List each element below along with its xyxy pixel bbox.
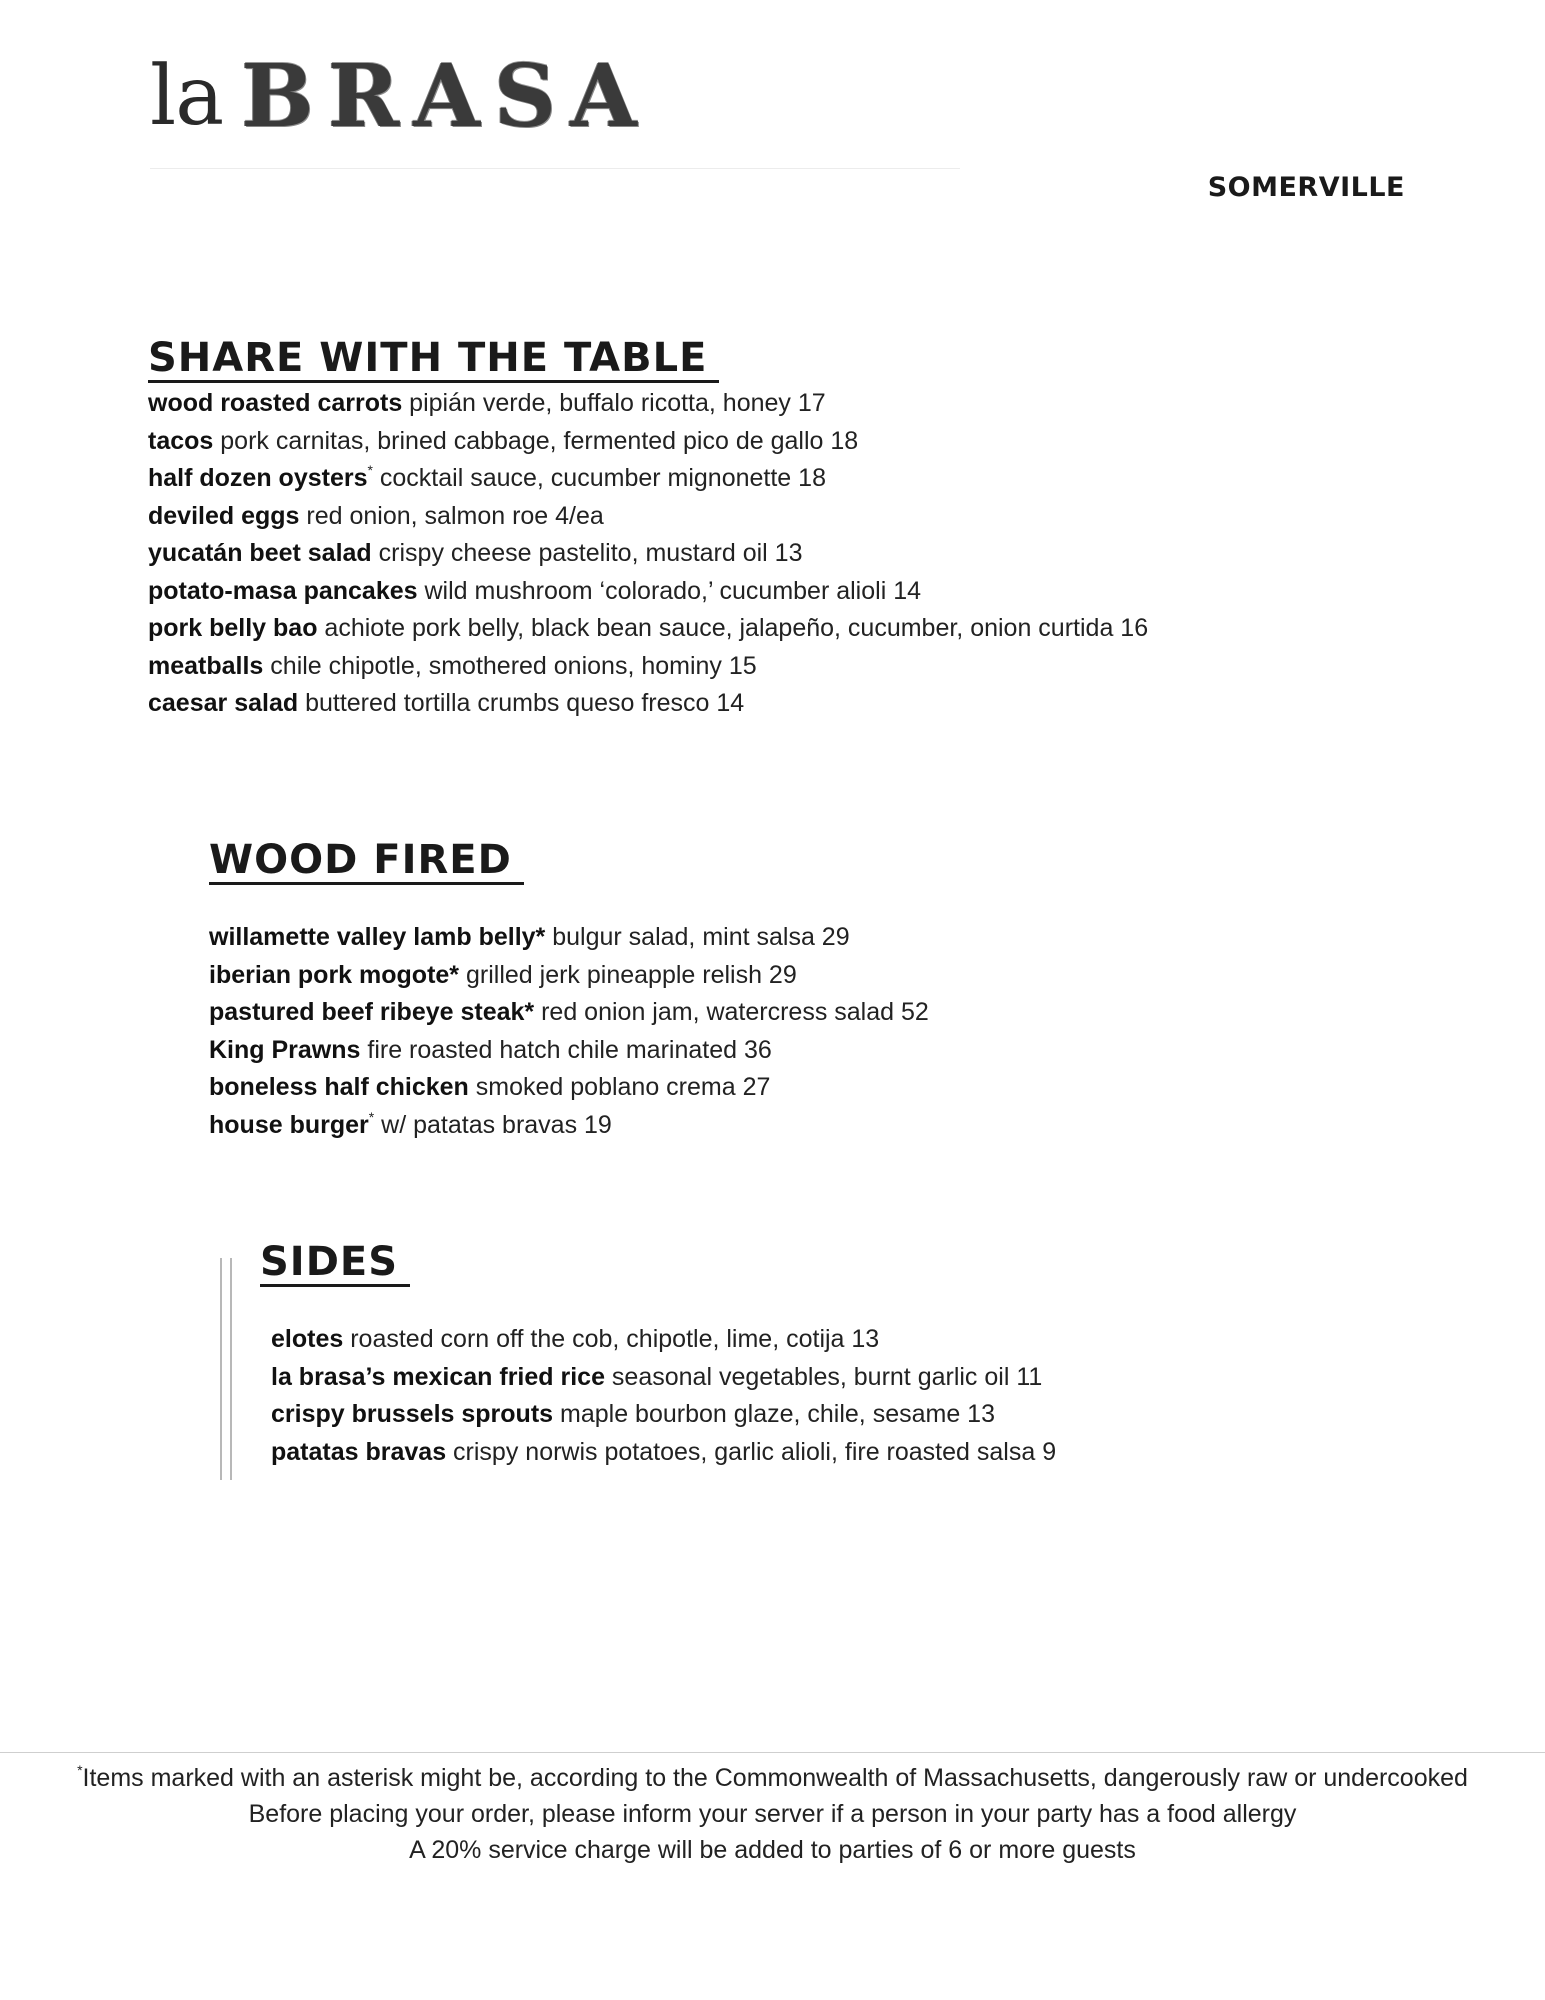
menu-item bbox=[271, 1434, 1056, 1472]
menu-item bbox=[209, 1107, 929, 1145]
item-name: meatballs bbox=[148, 651, 264, 680]
footer-divider bbox=[0, 1752, 1545, 1753]
item-name: wood roasted carrots bbox=[148, 389, 403, 417]
item-name: King Prawns bbox=[209, 1035, 361, 1064]
section-share-with-the-table bbox=[148, 336, 1148, 723]
asterisk-mark: * bbox=[77, 1762, 83, 1778]
asterisk-mark: * bbox=[368, 1108, 375, 1125]
item-desc: smoked poblano crema 27 bbox=[468, 1073, 771, 1101]
logo-divider bbox=[150, 168, 960, 169]
item-name: caesar salad bbox=[148, 689, 299, 717]
footer-notes bbox=[0, 1760, 1545, 1868]
item-name: crispy brussels sprouts bbox=[271, 1400, 554, 1428]
menu-item bbox=[209, 957, 929, 995]
section-title: SHARE WITH THE TABLE bbox=[148, 336, 719, 383]
item-name: pork belly bao bbox=[148, 614, 318, 642]
menu-item bbox=[209, 994, 929, 1032]
menu-item bbox=[271, 1359, 1056, 1397]
menu-item-list bbox=[209, 919, 929, 1144]
sides-double-rule bbox=[220, 1258, 232, 1480]
menu-item bbox=[148, 535, 1148, 573]
item-desc: crispy cheese pastelito, mustard oil 13 bbox=[371, 539, 803, 567]
item-desc: w/ patatas bravas 19 bbox=[374, 1110, 612, 1139]
asterisk-mark: * bbox=[367, 462, 373, 478]
allergy-notice: Before placing your order, please inform your server if a person in your party has a food allergy bbox=[248, 1800, 1297, 1828]
menu-item bbox=[271, 1321, 1056, 1359]
item-desc: pipián verde, buffalo ricotta, honey 17 bbox=[402, 389, 826, 417]
item-desc: crispy norwis potatoes, garlic alioli, fire roasted salsa 9 bbox=[446, 1437, 1057, 1466]
menu-item bbox=[148, 573, 1148, 611]
item-name: patatas bravas bbox=[271, 1437, 447, 1466]
location-label: SOMERVILLE bbox=[1207, 172, 1405, 203]
menu-item bbox=[148, 648, 1148, 686]
logo-brasa: BRASA bbox=[241, 46, 651, 147]
item-desc: red onion jam, watercress salad 52 bbox=[534, 998, 929, 1026]
item-desc: pork carnitas, brined cabbage, fermented pico de gallo 18 bbox=[213, 426, 859, 455]
menu-item bbox=[148, 610, 1148, 648]
item-name: boneless half chicken bbox=[209, 1073, 469, 1101]
item-name: yucatán beet salad bbox=[148, 539, 372, 567]
menu-item bbox=[209, 919, 929, 957]
menu-item-list bbox=[148, 385, 1148, 723]
menu-item bbox=[148, 460, 1148, 498]
item-desc: chile chipotle, smothered onions, hominy 15 bbox=[263, 651, 757, 680]
menu-item bbox=[271, 1396, 1056, 1434]
menu-item bbox=[148, 685, 1148, 723]
item-name: deviled eggs bbox=[148, 501, 300, 530]
item-name: house burger bbox=[209, 1110, 369, 1139]
item-desc: grilled jerk pineapple relish 29 bbox=[459, 960, 797, 989]
raw-food-notice bbox=[0, 1760, 1545, 1796]
item-name: willamette valley lamb belly* bbox=[209, 923, 546, 951]
item-name: iberian pork mogote* bbox=[209, 960, 460, 989]
section-title: WOOD FIRED bbox=[209, 838, 524, 885]
menu-item bbox=[148, 423, 1148, 461]
item-desc: red onion, salmon roe 4/ea bbox=[299, 501, 604, 530]
item-desc: cocktail sauce, cucumber mignonette 18 bbox=[372, 464, 826, 492]
item-desc: roasted corn off the cob, chipotle, lime, cotija 13 bbox=[343, 1325, 880, 1353]
service-charge-notice: A 20% service charge will be added to parties of 6 or more guests bbox=[409, 1836, 1136, 1864]
item-desc: achiote pork belly, black bean sauce, jalapeño, cucumber, onion curtida 16 bbox=[317, 614, 1149, 642]
item-name: potato-masa pancakes bbox=[148, 576, 418, 605]
item-name: tacos bbox=[148, 426, 214, 455]
item-desc: bulgur salad, mint salsa 29 bbox=[545, 923, 850, 951]
logo-la: la bbox=[150, 49, 224, 144]
item-desc: buttered tortilla crumbs queso fresco 14 bbox=[298, 689, 745, 717]
item-name: la brasa’s mexican fried rice bbox=[271, 1362, 605, 1391]
menu-item-list bbox=[271, 1321, 1056, 1471]
logo bbox=[150, 46, 651, 147]
menu-item bbox=[209, 1069, 929, 1107]
item-desc: wild mushroom ‘colorado,’ cucumber alioli 14 bbox=[417, 576, 922, 605]
item-desc: fire roasted hatch chile marinated 36 bbox=[360, 1035, 772, 1064]
item-desc: seasonal vegetables, burnt garlic oil 11 bbox=[604, 1362, 1043, 1391]
item-name: elotes bbox=[271, 1325, 344, 1353]
section-sides bbox=[260, 1240, 1056, 1471]
menu-item bbox=[148, 385, 1148, 423]
item-name: half dozen oysters bbox=[148, 464, 368, 492]
section-title: SIDES bbox=[260, 1240, 410, 1287]
section-wood-fired bbox=[209, 838, 929, 1144]
menu-item bbox=[148, 498, 1148, 536]
menu-item bbox=[209, 1032, 929, 1070]
raw-food-notice-text: Items marked with an asterisk might be, according to the Commonwealth of Massachusetts, dangerously raw or undercooked bbox=[82, 1764, 1468, 1792]
item-name: pastured beef ribeye steak* bbox=[209, 998, 535, 1026]
item-desc: maple bourbon glaze, chile, sesame 13 bbox=[553, 1400, 995, 1428]
